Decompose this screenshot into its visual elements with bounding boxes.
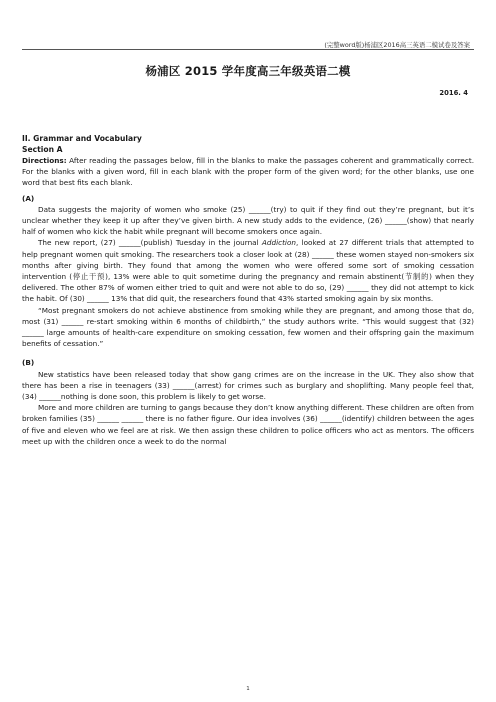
passage-a-label: (A)	[22, 193, 35, 203]
directions-label: Directions:	[22, 156, 67, 165]
passage-a-p2-rest: , looked at 27 different trials that attempted to help pregnant women quit smoking. The researchers took a closer look at (28) ______ these women stayed non-smokers six months after giving birth. They found that among the women who were offered some sort of smoking cessation intervention (停止干预), 13% were able to quit sometime during the pregnancy and remain abstinent(节制的) when they delivered. The other 87% of women either tried to quit and were not able to do so, (29) ______ they did not attempt to kick the habit. Of (30) ______ 13% that did quit, the researchers found that 43% started smoking again by six months.	[22, 238, 474, 304]
passage-a-paragraph-1: Data suggests the majority of women who smoke (25) ______(try) to quit if they find out they’re pregnant, but it’s unclear whether they keep it up after they’ve given birth. A new study adds to the evidence, (26) ______(show) that nearly half of women who kick the habit while pregnant will become smokers once again.	[22, 204, 474, 237]
passage-a-p2-start: The new report, (27) ______(publish) Tuesday in the journal	[38, 238, 262, 248]
passage-a-paragraph-2	[22, 237, 474, 304]
document-body	[22, 133, 474, 447]
passage-b-paragraph-1: New statistics have been released today that show gang crimes are on the increase in the UK. They also show that there has been a rise in teenagers (33) ______(arrest) for crimes such as burglary and shoplifting. Many people feel that, (34) ______nothing is done soon, this problem is likely to get worse.	[22, 369, 474, 402]
passage-a-paragraph-3: “Most pregnant smokers do not achieve abstinence from smoking while they are pregnant, and among those that do, most (31) ______ re-start smoking within 6 months of childbirth,” the study authors write. “This would suggest that (32) ______ large amounts of health-care expenditure on smoking cessation, few women and their offspring gain the maximum benefits of cessation.”	[22, 305, 474, 349]
document-date: 2016. 4	[439, 89, 468, 97]
header-rule	[22, 49, 474, 50]
header-note: (完整word版)杨浦区2016高三英语二模试卷及答案	[324, 41, 470, 49]
passage-b-label: (B)	[22, 358, 35, 368]
section-heading: II. Grammar and Vocabulary	[22, 134, 142, 143]
passage-b-paragraph-2: More and more children are turning to gangs because they don’t know anything different. These children are often from broken families (35) ______ ______ there is no father figure. Our idea involves (36) ______(identify) children between the ages of five and eleven who we feel are at risk. We then assign these children to police officers who act as mentors. The officers meet up with the children once a week to do the normal	[22, 403, 474, 446]
directions-text: After reading the passages below, fill in the blanks to make the passages coherent and grammatically correct. For the blanks with a given word, fill in each blank with the proper form of the given word; for the other blanks, use one word that best fits each blank.	[22, 156, 474, 188]
page-number: 1	[246, 686, 250, 692]
section-subheading: Section A	[22, 145, 63, 154]
directions-paragraph	[22, 155, 474, 189]
document-title: 杨浦区 2015 学年度高三年级英语二模	[145, 64, 351, 78]
journal-name: Addiction	[261, 238, 296, 248]
